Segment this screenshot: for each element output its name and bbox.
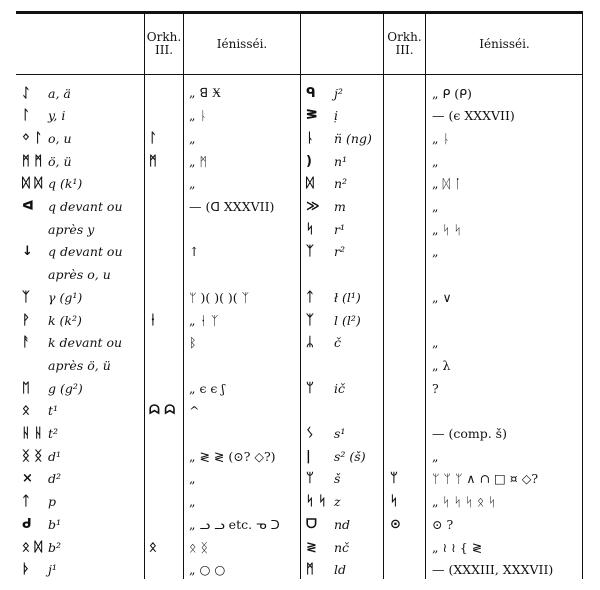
orkh-cell-left [145, 285, 183, 309]
transliteration: ł (l¹) [334, 289, 361, 305]
enissei-cell-right: „ ᛋ ᛋ ᛋ ᛟ ᛋ [432, 494, 496, 510]
rune-glyph: ᛗ ᛗ [22, 153, 43, 169]
rune-glyph: ≫ [306, 199, 320, 214]
letter-cell-right [301, 535, 383, 559]
rune-glyph: ᗜ [306, 516, 317, 532]
transliteration: b¹ [48, 516, 62, 532]
enissei-cell-left: ↑ [189, 244, 200, 260]
rune-glyph: ᛉ [306, 312, 314, 328]
rune-glyph: ᚿ [306, 130, 314, 146]
enissei-cell-right: ⊙ ? [432, 516, 454, 532]
letter-cell-left [16, 512, 144, 536]
table-row [16, 512, 583, 536]
orkh-cell-left: ᚽ [149, 312, 157, 328]
rune-glyph: ᛟ [22, 403, 30, 419]
orkh-cell-right [384, 263, 425, 287]
enissei-cell-left: „ ꓭ Ӿ [189, 85, 222, 100]
letter-cell-right [301, 81, 383, 105]
letter-cell-left [16, 81, 144, 105]
orkh-cell-right [384, 240, 425, 264]
orkh-cell-right [384, 558, 425, 582]
letter-cell-left [16, 240, 144, 264]
orkh-cell-left [145, 240, 183, 264]
rune-glyph: ᛘ [306, 471, 314, 487]
transliteration: nč [334, 539, 350, 555]
enissei-cell-right [426, 263, 583, 287]
letter-cell-left [16, 285, 144, 309]
letter-cell-left [16, 263, 144, 287]
enissei-cell-right: — (ϵ XXXVII) [432, 108, 515, 124]
letter-cell-right [301, 331, 383, 355]
orkh-cell-left [145, 422, 183, 446]
enissei-cell-left: „ [189, 471, 196, 487]
transliteration: z [334, 494, 341, 510]
orkh-cell-left [145, 263, 183, 287]
orkh-cell-left: ᛚ [149, 130, 157, 146]
enissei-cell-left: „ ᚽ ᛉ [189, 312, 219, 328]
orkh-cell-left [145, 353, 183, 377]
letter-cell-right [301, 512, 383, 536]
orkh-cell-left [145, 172, 183, 196]
enissei-cell-right: „ [432, 335, 439, 351]
table-row [16, 331, 583, 355]
letter-cell-right [301, 308, 383, 332]
transliteration: g (g²) [48, 380, 83, 396]
enissei-cell-right: „ ∨ [432, 289, 452, 305]
transliteration: b² [48, 539, 62, 555]
enissei-cell-right: ᛘ ᛘ ᛘ ∧ ∩ □ ¤ ◇? [432, 471, 539, 487]
table-row [16, 81, 583, 105]
enissei-cell-right: „ ᛞ ᛙ [432, 176, 462, 192]
transliteration: n̈ (ng) [334, 130, 372, 146]
table-row [16, 149, 583, 173]
enissei-cell-right: „ λ [432, 357, 451, 373]
transliteration: p [48, 494, 57, 510]
table-row [16, 126, 583, 150]
rune-glyph: ᛚ [22, 108, 30, 124]
orkh-cell-right [384, 149, 425, 173]
table-row [16, 104, 583, 128]
rune-glyph: ᕒ [306, 108, 318, 124]
enissei-cell-left: „ ᓗ ᓗ etc. ᓀ ᑐ [189, 516, 280, 532]
rune-glyph: ᚦ [22, 562, 30, 578]
enissei-cell-right: — (comp. š) [432, 426, 507, 441]
letter-cell-left [16, 149, 144, 173]
letter-cell-left [16, 444, 144, 468]
enissei-cell-left: „ ≷ ≷ (⊙? ◇?) [189, 448, 276, 464]
orkh-cell-right [384, 81, 425, 105]
orkh-cell-right [384, 104, 425, 128]
enissei-cell-left: „ ᚿ [189, 108, 207, 124]
table-row [16, 558, 583, 582]
enissei-cell-left: „ ϵ ϵ ʃ [189, 380, 225, 396]
letter-cell-left [16, 467, 144, 491]
table-row [16, 308, 583, 332]
rune-glyph: ᛘ [306, 380, 314, 396]
orkh-cell-left [145, 217, 183, 241]
transliteration: m [334, 199, 346, 214]
rune-glyph: ᚺ ᚺ [22, 426, 43, 441]
enissei-cell-left [184, 353, 300, 377]
letter-cell-right [301, 558, 383, 582]
letter-cell-left [16, 331, 144, 355]
table-row [16, 535, 583, 559]
rune-glyph: × [22, 471, 33, 487]
transliteration: č [334, 335, 342, 351]
letter-cell-left [16, 353, 144, 377]
rune-glyph: ↓ [22, 244, 33, 260]
orkh-cell-right: ᛘ [390, 471, 398, 487]
rune-glyph: ᛜ ᛚ [22, 130, 43, 146]
transliteration: s¹ [334, 426, 346, 441]
enissei-cell-left: ᛒ [189, 335, 197, 351]
rune-glyph: ᛏ [306, 289, 314, 305]
enissei-cell-right: — (XXXIII, XXXVII) [432, 562, 554, 578]
table-row [16, 444, 583, 468]
orkh-cell-right [384, 444, 425, 468]
table-row [16, 399, 583, 423]
table-row [16, 490, 583, 514]
letter-cell-right [301, 376, 383, 400]
transliteration: š [334, 471, 341, 487]
letter-cell-right [301, 172, 383, 196]
orkh-cell-left [145, 104, 183, 128]
enissei-cell-right: „ ᑭ (ᑭ) [432, 85, 472, 101]
rune-glyph: ᛉ [306, 244, 314, 260]
transliteration: l (l²) [334, 312, 361, 328]
letter-cell-right [301, 399, 383, 423]
transliteration: k (k²) [48, 312, 82, 328]
transliteration: n¹ [334, 153, 348, 169]
letter-cell-left [16, 422, 144, 446]
orkh-cell-left: ᛟ [149, 539, 157, 555]
table-row [16, 353, 583, 377]
orkh-cell-right [384, 172, 425, 196]
transliteration: q (k¹) [48, 176, 83, 192]
letter-cell-right [301, 126, 383, 150]
transliteration: o, u [48, 130, 72, 146]
orkh-cell-right [384, 422, 425, 446]
rune-glyph: ᛇ [22, 85, 30, 101]
rune-glyph: ᚨ [22, 335, 30, 351]
transliteration: après ö, ü [48, 357, 111, 373]
enissei-cell-left: „ [189, 176, 196, 192]
letter-cell-right [301, 240, 383, 264]
letter-cell-right [301, 353, 383, 377]
letter-cell-left [16, 376, 144, 400]
rune-glyph: ᑯ [22, 516, 32, 532]
enissei-cell-left: „ [189, 130, 196, 146]
letter-cell-right [301, 444, 383, 468]
enissei-cell-left: ᛟ ᛝ [189, 539, 208, 555]
rune-glyph: ᛞ ᛞ [22, 176, 43, 192]
transliteration: ö, ü [48, 153, 72, 169]
letter-cell-left [16, 399, 144, 423]
transliteration: t¹ [48, 403, 59, 419]
enissei-cell-left [184, 263, 300, 287]
transliteration: ič [334, 380, 345, 396]
letter-cell-left [16, 308, 144, 332]
letter-cell-left [16, 195, 144, 219]
orkh-cell-right [384, 217, 425, 241]
orkh-cell-right [384, 126, 425, 150]
orkh-cell-right [384, 285, 425, 309]
rune-glyph: ᚹ [22, 312, 30, 328]
letter-cell-right [301, 195, 383, 219]
transliteration: d¹ [48, 448, 62, 464]
letter-cell-left [16, 104, 144, 128]
enissei-cell-right: „ ᚿ [432, 130, 450, 146]
transliteration: j¹ [48, 562, 57, 578]
letter-cell-right [301, 217, 383, 241]
orkh-cell-right [384, 376, 425, 400]
enissei-cell-right [426, 399, 583, 423]
letter-cell-right [301, 149, 383, 173]
enissei-cell-left: ^ [189, 403, 200, 419]
orkh-cell-left [145, 376, 183, 400]
rune-glyph: ᛉ [22, 289, 30, 305]
orkh-cell-left [145, 490, 183, 514]
orkh-cell-left [145, 558, 183, 582]
letter-cell-left [16, 172, 144, 196]
table-row [16, 195, 583, 219]
enissei-cell-left: ᛘ )( )( )( ᛉ [189, 289, 250, 305]
rune-glyph: ᛖ [22, 380, 30, 396]
rune-glyph: ᛏ [22, 494, 30, 510]
enissei-cell-right: ? [432, 380, 439, 396]
transliteration: q devant ou [48, 244, 123, 260]
header-orkh-right: Orkh. III. [387, 30, 422, 57]
rune-glyph: ᛋ [306, 221, 314, 237]
orkh-cell-right [384, 535, 425, 559]
orkh-cell-left [145, 444, 183, 468]
rune-glyph: | [306, 448, 311, 464]
orkh-cell-right: ᛋ [390, 494, 398, 510]
rune-glyph: ᛗ [306, 562, 314, 578]
rune-glyph: ᛊ [306, 426, 314, 441]
orkh-cell-left [145, 331, 183, 355]
table-row [16, 172, 583, 196]
enissei-cell-right: „ [432, 199, 439, 214]
transliteration: r¹ [334, 221, 345, 237]
letter-cell-left [16, 558, 144, 582]
table-row [16, 217, 583, 241]
enissei-cell-right [426, 308, 583, 332]
enissei-cell-right: „ ≀ ≀ { ≷ [432, 539, 483, 555]
orkh-cell-right [384, 399, 425, 423]
header-orkh-left: Orkh. III. [146, 30, 182, 57]
rune-glyph: ᐊ [22, 199, 34, 214]
table-row [16, 263, 583, 287]
rune-glyph: ᛞ [306, 176, 314, 192]
table-row [16, 376, 583, 400]
transliteration: d² [48, 471, 62, 487]
table-row [16, 240, 583, 264]
letter-cell-right [301, 467, 383, 491]
transliteration: ld [334, 562, 346, 578]
orkh-cell-left [145, 195, 183, 219]
enissei-cell-left: — (ᗡ XXXVII) [189, 199, 275, 214]
transliteration: k devant ou [48, 335, 123, 351]
enissei-cell-left: „ ᛗ [189, 153, 207, 169]
rune-glyph: ≷ [306, 539, 317, 555]
enissei-cell-left [184, 217, 300, 241]
enissei-cell-left: „ ○ ○ [189, 562, 226, 578]
rune-glyph: ᛋ ᛋ [306, 494, 327, 510]
header-enissei-right: Iénisséi. [479, 36, 530, 51]
table-row [16, 467, 583, 491]
enissei-cell-right: „ ᛋ ᛋ [432, 221, 462, 237]
orkh-cell-right [384, 195, 425, 219]
orkh-cell-left [145, 467, 183, 491]
orkh-cell-left [145, 512, 183, 536]
rune-glyph: ) [306, 153, 312, 169]
runic-alphabet-table [16, 11, 583, 579]
letter-cell-right [301, 490, 383, 514]
transliteration: j² [334, 85, 343, 101]
letter-cell-left [16, 535, 144, 559]
letter-cell-left [16, 126, 144, 150]
rune-glyph: ᛟ ᛞ [22, 539, 43, 555]
transliteration: ị [334, 108, 338, 124]
transliteration: γ (g¹) [48, 289, 83, 305]
letter-cell-right [301, 285, 383, 309]
enissei-cell-left [184, 422, 300, 446]
table-row [16, 285, 583, 309]
transliteration: après y [48, 221, 95, 237]
enissei-cell-right: „ [432, 448, 439, 464]
transliteration: t² [48, 426, 59, 441]
orkh-cell-left [145, 81, 183, 105]
letter-cell-left [16, 490, 144, 514]
letter-cell-left [16, 217, 144, 241]
orkh-cell-left: ᛗ [149, 153, 157, 169]
rune-glyph: ᑫ [306, 85, 316, 101]
letter-cell-right [301, 263, 383, 287]
rune-glyph: ᛝ ᛝ [22, 448, 43, 464]
enissei-cell-left: „ [189, 494, 196, 510]
orkh-cell-right [384, 331, 425, 355]
letter-cell-right [301, 104, 383, 128]
orkh-cell-right: ⊙ [390, 516, 401, 532]
enissei-cell-right: „ [432, 153, 439, 169]
transliteration: après o, u [48, 267, 111, 283]
header-enissei-left: Iénisséi. [216, 36, 268, 51]
transliteration: s² (š) [334, 448, 366, 464]
orkh-cell-right [384, 353, 425, 377]
rune-glyph: ᛦ [306, 335, 314, 351]
transliteration: a, ä [48, 85, 71, 101]
transliteration: q devant ou [48, 199, 123, 214]
letter-cell-right [301, 422, 383, 446]
table-row [16, 422, 583, 446]
enissei-cell-right: „ [432, 244, 439, 260]
orkh-cell-right [384, 308, 425, 332]
transliteration: nd [334, 516, 351, 532]
transliteration: r² [334, 244, 345, 260]
transliteration: n² [334, 176, 348, 192]
transliteration: y, i [48, 108, 66, 124]
orkh-cell-left: ᗣ ᗣ [149, 403, 176, 419]
